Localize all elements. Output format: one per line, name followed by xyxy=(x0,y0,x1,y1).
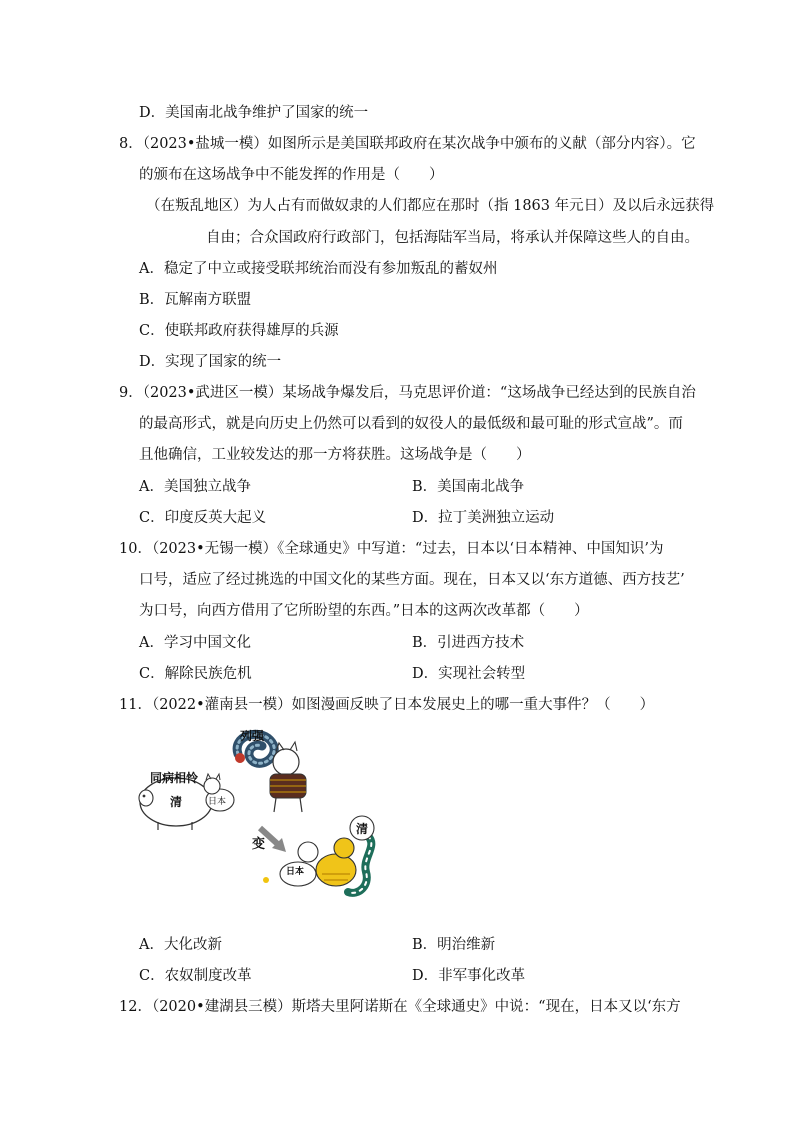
cartoon-label-japan: 日本 xyxy=(208,796,227,806)
q10-stem-line3: 为口号，向西方借用了它所盼望的东西。”日本的这两次改革都（ ） xyxy=(139,603,589,619)
q9-stem-line1: 9．（2023•武进区一模）某场战争爆发后，马克思评价道：“这场战争已经达到的民族自治 xyxy=(119,385,696,401)
cartoon-label-change: 变 xyxy=(252,836,266,851)
q11-stem-line1: 11．（2022•灌南县一模）如图漫画反映了日本发展史上的哪一重大事件？（ ） xyxy=(119,697,655,713)
q8-option-c[interactable]: C．使联邦政府获得雄厚的兵源 xyxy=(139,323,339,339)
q10-stem-line2: 口号，适应了经过挑选的中国文化的某些方面。现在，日本又以‘东方道德、西方技艺’ xyxy=(139,572,685,588)
q9-stem-line2: 的最高形式，就是向历史上仍然可以看到的奴役人的最低级和最可耻的形式宣战”。而 xyxy=(139,416,683,432)
q8-option-d[interactable]: D．实现了国家的统一 xyxy=(139,354,282,370)
q10-stem-line1: 10．（2023•无锡一模）《全球通史》中写道：“过去，日本以‘日本精神、中国知识’为 xyxy=(119,541,664,557)
cartoon-label-qing2: 清 xyxy=(356,822,369,836)
q8-option-b[interactable]: B．瓦解南方联盟 xyxy=(139,292,252,308)
q10-option-d[interactable]: D．实现社会转型 xyxy=(412,666,526,682)
q8-stem-line2: 的颁布在这场战争中不能发挥的作用是（ ） xyxy=(139,167,444,183)
q9-option-c[interactable]: C．印度反英大起义 xyxy=(139,510,267,526)
yellow-cat-figure xyxy=(316,838,356,886)
q9-option-b[interactable]: B．美国南北战争 xyxy=(412,479,525,495)
q12-stem-line1: 12．（2020•建湖县三模）斯塔夫里阿诺斯在《全球通史》中说：“现在，日本又以‘东方 xyxy=(119,999,681,1015)
q11-option-a[interactable]: A．大化改新 xyxy=(139,937,222,953)
q11-option-b[interactable]: B．明治维新 xyxy=(412,937,496,953)
cartoon-label-powers: 列强 xyxy=(240,729,265,743)
q9-option-a[interactable]: A．美国独立战争 xyxy=(139,479,251,495)
q9-option-d[interactable]: D．拉丁美洲独立运动 xyxy=(412,510,555,526)
cartoon-label-title: 同病相怜 xyxy=(150,771,199,785)
q11-option-c[interactable]: C．农奴制度改革 xyxy=(139,968,252,984)
q9-stem-line3: 且他确信，工业较发达的那一方将获胜。这场战争是（ ） xyxy=(139,447,531,463)
cartoon-label-japan2: 日本 xyxy=(286,866,305,876)
japan-cat-figure xyxy=(263,842,318,886)
cartoon-label-qing: 清 xyxy=(170,795,183,809)
q10-option-c[interactable]: C．解除民族危机 xyxy=(139,666,252,682)
q11-option-d[interactable]: D．非军事化改革 xyxy=(412,968,526,984)
q10-option-a[interactable]: A．学习中国文化 xyxy=(139,635,251,651)
q7-option-d: D．美国南北战争维护了国家的统一 xyxy=(139,105,369,121)
q8-quote-line1: （在叛乱地区）为人占有而做奴隶的人们都应在那时（指 1863 年元日）及以后永远获得 xyxy=(146,198,715,214)
q11-cartoon xyxy=(136,724,396,924)
q8-quote-line2: 自由；合众国政府行政部门，包括海陆军当局，将承认并保障这些人的自由。 xyxy=(206,230,699,246)
q8-stem-line1: 8．（2023•盐城一模）如图所示是美国联邦政府在某次战争中颁布的义献（部分内容）。它 xyxy=(119,136,696,152)
q10-option-b[interactable]: B．引进西方技术 xyxy=(412,635,525,651)
q8-option-a[interactable]: A．稳定了中立或接受联邦统治而没有参加叛乱的蓄奴州 xyxy=(139,261,498,277)
